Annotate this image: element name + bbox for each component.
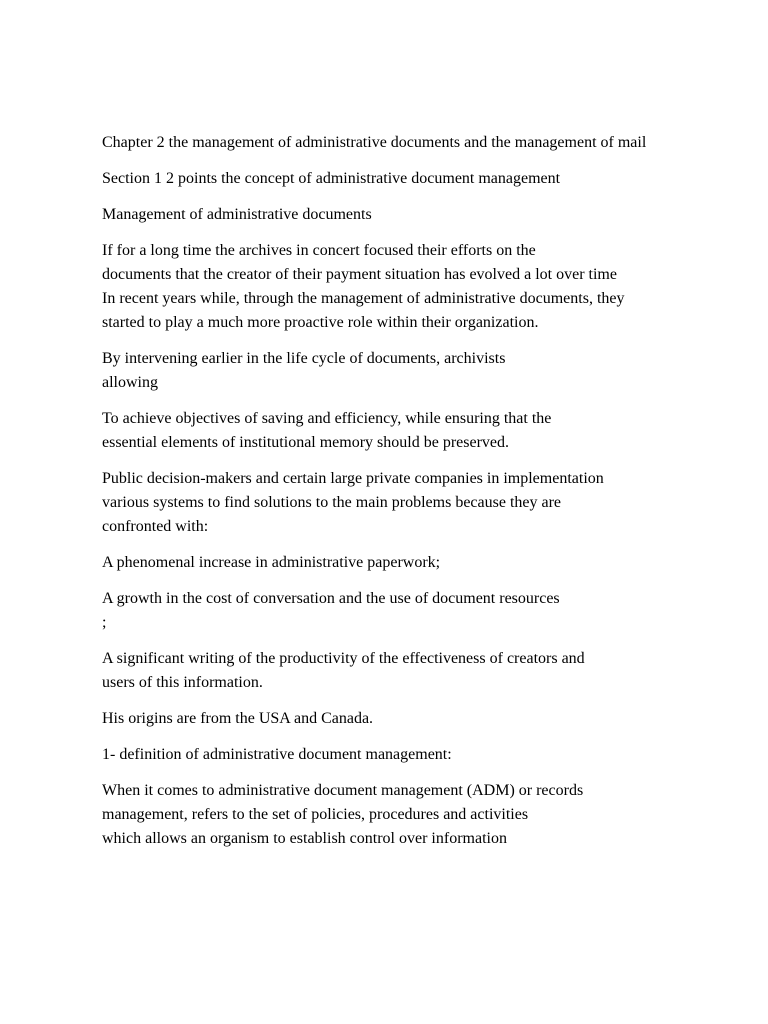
paragraph-archives: If for a long time the archives in concert focused their efforts on the documents that the creator of their payment situation has evolved a lot over time In recent years while, through the management of administrative documents, they started to play a much more proactive role within their organization.	[102, 242, 625, 331]
document-page	[102, 131, 702, 863]
paragraph-definition: When it comes to administrative document management (ADM) or records management, refers to the set of policies, procedures and activities which allows an organism to establish control over information	[102, 782, 584, 847]
subsection-title: Management of administrative documents	[102, 206, 372, 223]
chapter-title: Chapter 2 the management of administrative documents and the management of mail	[102, 134, 647, 151]
paragraph-paperwork: A phenomenal increase in administrative paperwork;	[102, 554, 441, 571]
definition-heading: 1- definition of administrative document management:	[102, 746, 452, 763]
paragraph-productivity: A significant writing of the productivity of the effectiveness of creators and users of this information.	[102, 650, 585, 691]
paragraph-intervening: By intervening earlier in the life cycle of documents, archivists allowing	[102, 350, 506, 391]
section-title: Section 1 2 points the concept of administrative document management	[102, 170, 561, 187]
paragraph-decision-makers: Public decision-makers and certain large private companies in implementation various systems to find solutions to the main problems because they are confronted with:	[102, 470, 604, 535]
paragraph-origins: His origins are from the USA and Canada.	[102, 710, 374, 727]
paragraph-cost-growth: A growth in the cost of conversation and the use of document resources ;	[102, 590, 560, 631]
paragraph-objectives: To achieve objectives of saving and efficiency, while ensuring that the essential elements of institutional memory should be preserved.	[102, 410, 552, 451]
